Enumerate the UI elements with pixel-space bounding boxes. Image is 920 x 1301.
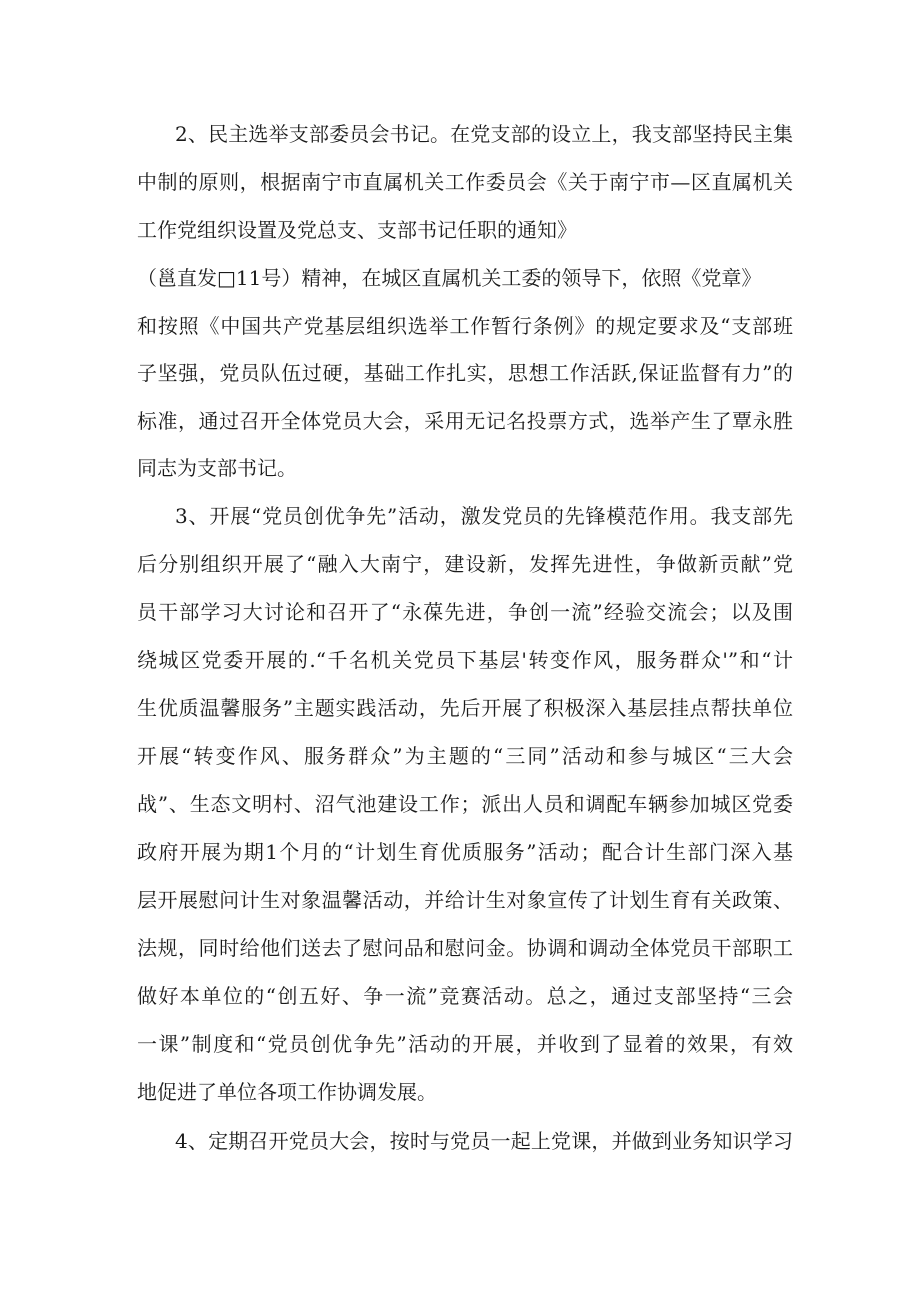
paragraph-3-line-11: 做好本单位的“创五好、争一流”竞赛活动。总之，通过支部坚持“三会 [137, 984, 793, 1008]
paragraph-3-line-2: 后分别组织开展了“融入大南宁，建设新，发挥先进性，争做新贡献”党 [137, 552, 793, 576]
paragraph-2-line-1: 2、民主选举支部委员会书记。在党支部的设立上，我支部坚持民主集 [175, 122, 793, 146]
paragraph-2-line-6: 子坚强，党员队伍过硬，基础工作扎实，思想工作活跃,保证监督有力”的 [137, 361, 793, 385]
paragraph-3-line-4: 绕城区党委开展的.“千名机关党员下基层'转变作风，服务群众'”和“计 [137, 648, 793, 672]
paragraph-3-line-8: 政府开展为期1个月的“计划生育优质服务”活动；配合计生部门深入基 [137, 840, 793, 864]
paragraph-4-line-1: 4、定期召开党员大会，按时与党员一起上党课，并做到业务知识学习 [175, 1129, 793, 1153]
paragraph-2-line-8: 同志为支部书记。 [137, 456, 297, 480]
paragraph-3-line-13: 地促进了单位各项工作协调发展。 [137, 1080, 437, 1104]
paragraph-3-line-7: 战”、生态文明村、沼气池建设工作；派出人员和调配车辆参加城区党委 [137, 792, 793, 816]
paragraph-3-line-6: 开展“转变作风、服务群众”为主题的“三同”活动和参与城区“三大会 [137, 744, 793, 768]
paragraph-2-line-2: 中制的原则，根据南宁市直属机关工作委员会《关于南宁市—区直属机关 [137, 170, 793, 194]
paragraph-3-line-5: 生优质温馨服务”主题实践活动，先后开展了积极深入基层挂点帮扶单位 [137, 696, 793, 720]
paragraph-2-line-3: 工作党组织设置及党总支、支部书记任职的通知》 [137, 218, 577, 242]
paragraph-3-line-1: 3、开展“党员创优争先”活动，激发党员的先锋模范作用。我支部先 [175, 504, 793, 528]
paragraph-3-line-9: 层开展慰问计生对象温馨活动，并给计生对象宣传了计划生育有关政策、 [137, 888, 793, 912]
paragraph-2-line-7: 标准，通过召开全体党员大会，采用无记名投票方式，选举产生了覃永胜 [137, 409, 793, 433]
paragraph-3-line-12: 一课”制度和“党员创优争先”活动的开展，并收到了显着的效果，有效 [137, 1032, 793, 1056]
paragraph-3-line-3: 员干部学习大讨论和召开了“永葆先进，争创一流”经验交流会；以及围 [137, 600, 793, 624]
paragraph-3-line-10: 法规，同时给他们送去了慰问品和慰问金。协调和调动全体党员干部职工 [137, 936, 793, 960]
paragraph-2-line-5: 和按照《中国共产党基层组织选举工作暂行条例》的规定要求及“支部班 [137, 314, 793, 338]
paragraph-2-line-4: （邕直发□11号）精神，在城区直属机关工委的领导下，依照《党章》 [137, 266, 762, 290]
